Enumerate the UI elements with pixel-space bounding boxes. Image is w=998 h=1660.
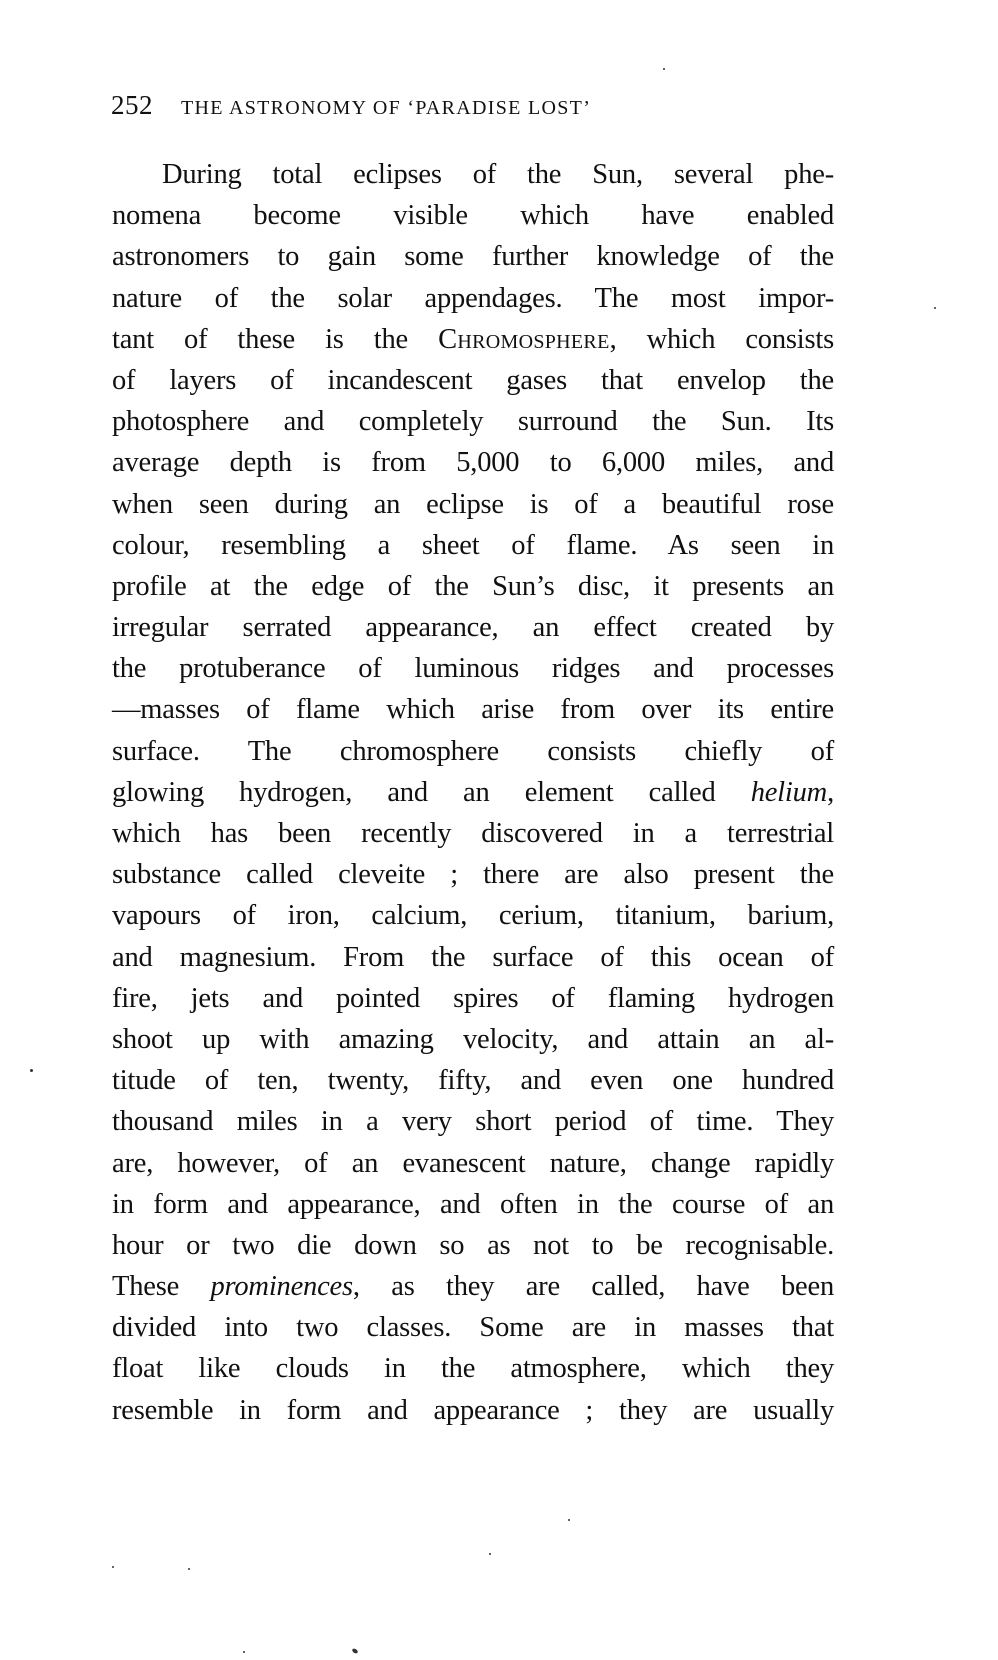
text-line: of layers of incandescent gases that envelop the xyxy=(112,364,834,396)
text-line xyxy=(112,1266,834,1307)
text-line: in form and appearance, and often in the course of an xyxy=(112,1188,834,1220)
term-helium: helium xyxy=(750,776,828,808)
text-line: photosphere and completely surround the Sun. Its xyxy=(112,406,834,438)
text-line xyxy=(112,772,834,813)
scan-speck xyxy=(663,68,665,70)
scan-speck xyxy=(351,1648,358,1655)
scan-speck xyxy=(188,1568,190,1570)
running-head xyxy=(111,90,851,124)
text-line: vapours of iron, calcium, cerium, titanium, barium, xyxy=(112,900,834,932)
text-line: substance called cleveite ; there are also present the xyxy=(112,859,834,891)
text-line: nomena become visible which have enabled xyxy=(112,200,834,232)
text-line: profile at the edge of the Sun’s disc, it presents an xyxy=(112,570,834,602)
term-prominences: prominences xyxy=(210,1271,353,1303)
text-line: astronomers to gain some further knowledge of the xyxy=(112,241,834,273)
text-line: shoot up with amazing velocity, and attain an al- xyxy=(112,1023,834,1055)
running-title: THE ASTRONOMY OF ‘PARADISE LOST’ xyxy=(181,97,592,119)
term-chromosphere: Chromosphere xyxy=(438,323,610,355)
text-fragment: , which consists xyxy=(609,323,834,355)
text-line: colour, resembling a sheet of flame. As seen in xyxy=(112,529,834,561)
scan-speck xyxy=(934,307,936,309)
scan-speck xyxy=(489,1553,491,1555)
text-line: the protuberance of luminous ridges and processes xyxy=(112,653,834,685)
text-line: thousand miles in a very short period of time. They xyxy=(112,1106,834,1138)
text-line xyxy=(112,319,834,360)
text-line: surface. The chromosphere consists chiefly of xyxy=(112,735,834,767)
scan-speck xyxy=(30,1069,33,1072)
text-line: irregular serrated appearance, an effect created by xyxy=(112,612,834,644)
text-line: divided into two classes. Some are in masses that xyxy=(112,1312,834,1344)
text-line: —masses of flame which arise from over its entire xyxy=(112,694,834,726)
scan-speck xyxy=(243,1651,245,1653)
text-line: titude of ten, twenty, fifty, and even one hundred xyxy=(112,1065,834,1097)
scan-speck xyxy=(568,1519,570,1521)
text-line: and magnesium. From the surface of this ocean of xyxy=(112,941,834,973)
text-fragment: These xyxy=(112,1271,211,1303)
text-line: fire, jets and pointed spires of flaming hydrogen xyxy=(112,982,834,1014)
body-paragraph xyxy=(112,154,834,1431)
scan-speck xyxy=(112,1566,114,1568)
text-line: resemble in form and appearance ; they are usually xyxy=(112,1394,834,1426)
text-fragment: tant of these is the xyxy=(112,323,439,355)
text-line: float like clouds in the atmosphere, which they xyxy=(112,1353,834,1385)
text-line: average depth is from 5,000 to 6,000 miles, and xyxy=(112,447,834,479)
text-fragment: , xyxy=(827,776,834,808)
text-line: nature of the solar appendages. The most impor- xyxy=(112,282,834,314)
text-line: which has been recently discovered in a terrestrial xyxy=(112,818,834,849)
text-fragment: , as they are called, have been xyxy=(352,1271,834,1303)
text-line: During total eclipses of the Sun, several phe- xyxy=(162,159,834,190)
page-number: 252 xyxy=(111,90,153,120)
text-fragment: glowing hydrogen, and an element called xyxy=(112,776,751,808)
text-line: when seen during an eclipse is of a beautiful rose xyxy=(112,488,834,520)
text-line: hour or two die down so as not to be recognisable. xyxy=(112,1229,834,1261)
text-line: are, however, of an evanescent nature, change rapidly xyxy=(112,1147,834,1179)
